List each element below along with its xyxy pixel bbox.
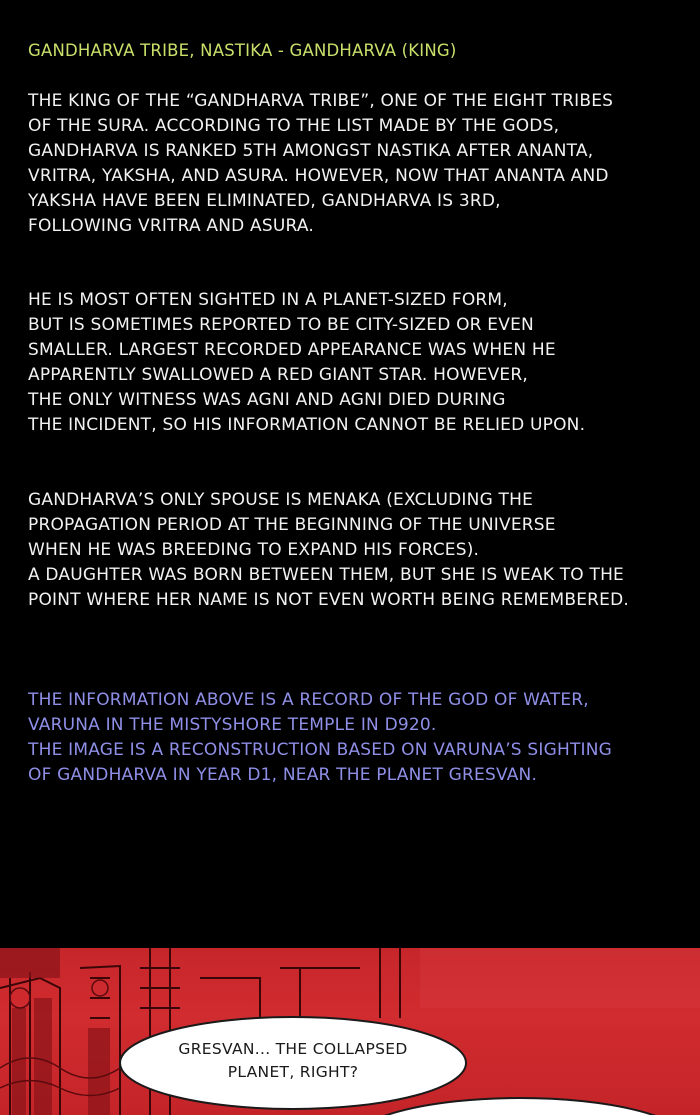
text-line: BUT IS SOMETIMES REPORTED TO BE CITY-SIZED OR EVEN <box>28 315 534 335</box>
text-line: FOLLOWING VRITRA AND ASURA. <box>28 216 314 236</box>
text-line: GRESVAN... THE COLLAPSED <box>178 1040 408 1058</box>
record-note <box>28 688 692 788</box>
text-line: SMALLER. LARGEST RECORDED APPEARANCE WAS WHEN HE <box>28 340 556 360</box>
text-line: VRITRA, YAKSHA, AND ASURA. HOWEVER, NOW THAT ANANTA AND <box>28 166 609 186</box>
text-line: VARUNA IN THE MISTYSHORE TEMPLE IN D920. <box>28 715 437 735</box>
text-line: OF THE SURA. ACCORDING TO THE LIST MADE BY THE GODS, <box>28 116 560 136</box>
paragraph-spouse <box>28 488 692 613</box>
text-line: THE ONLY WITNESS WAS AGNI AND AGNI DIED DURING <box>28 390 506 410</box>
paragraph-sighting-form <box>28 288 692 438</box>
text-line: WHEN HE WAS BREEDING TO EXPAND HIS FORCES). <box>28 540 480 560</box>
text-line: THE INCIDENT, SO HIS INFORMATION CANNOT BE RELIED UPON. <box>28 415 586 435</box>
text-line: THE KING OF THE “GANDHARVA TRIBE”, ONE OF THE EIGHT TRIBES <box>28 91 614 111</box>
text-line: POINT WHERE HER NAME IS NOT EVEN WORTH BEING REMEMBERED. <box>28 590 629 610</box>
speech-bubble-text <box>128 1038 458 1084</box>
section-heading: GANDHARVA TRIBE, NASTIKA - GANDHARVA (KING) <box>28 41 457 60</box>
paragraph-tribe-rank <box>28 89 692 239</box>
text-line: HE IS MOST OFTEN SIGHTED IN A PLANET-SIZED FORM, <box>28 290 508 310</box>
text-line: THE INFORMATION ABOVE IS A RECORD OF THE GOD OF WATER, <box>28 690 589 710</box>
temple-illustration <box>0 948 700 1115</box>
text-line: GANDHARVA’S ONLY SPOUSE IS MENAKA (EXCLUDING THE <box>28 490 534 510</box>
text-line: APPARENTLY SWALLOWED A RED GIANT STAR. HOWEVER, <box>28 365 528 385</box>
text-line: YAKSHA HAVE BEEN ELIMINATED, GANDHARVA IS 3RD, <box>28 191 501 211</box>
text-line: OF GANDHARVA IN YEAR D1, NEAR THE PLANET GRESVAN. <box>28 765 538 785</box>
text-line: A DAUGHTER WAS BORN BETWEEN THEM, BUT SHE IS WEAK TO THE <box>28 565 624 585</box>
text-line: GANDHARVA IS RANKED 5TH AMONGST NASTIKA AFTER ANANTA, <box>28 141 594 161</box>
text-line: PROPAGATION PERIOD AT THE BEGINNING OF THE UNIVERSE <box>28 515 556 535</box>
text-line: THE IMAGE IS A RECONSTRUCTION BASED ON VARUNA’S SIGHTING <box>28 740 613 760</box>
comic-panel <box>0 948 700 1115</box>
text-line: PLANET, RIGHT? <box>227 1063 359 1081</box>
